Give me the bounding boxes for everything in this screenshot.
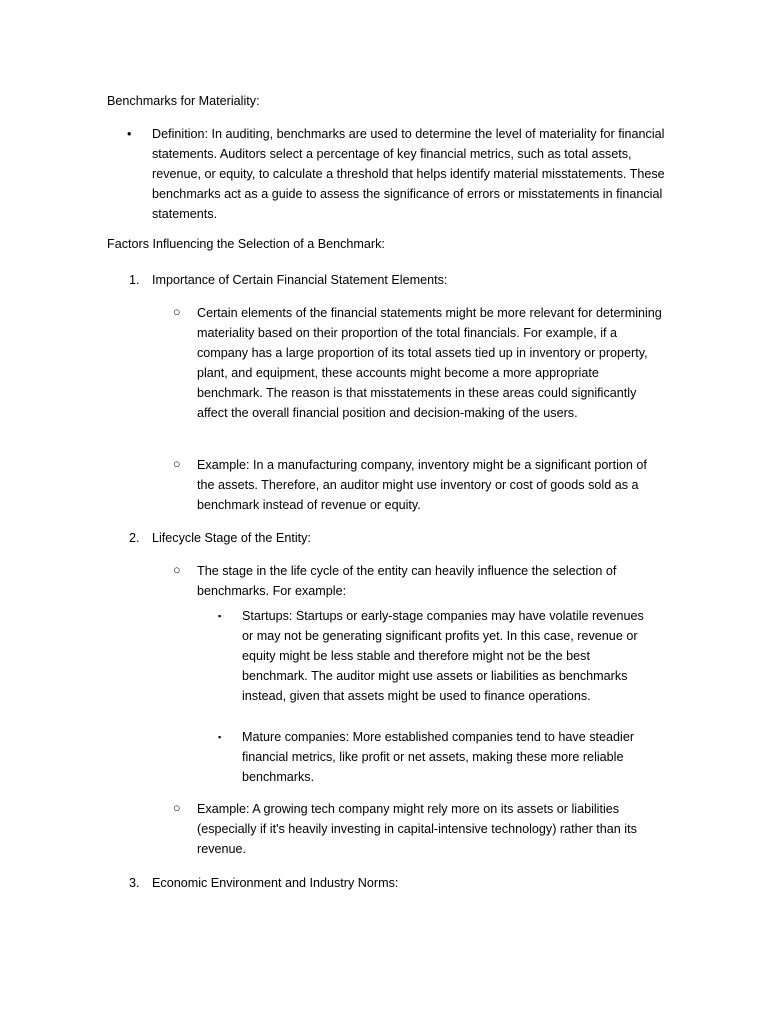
definition-text: Definition: In auditing, benchmarks are used to determine the level of materiality for financial statements. Auditors select a percentage of key financial metrics, such as total assets, revenue, or equity, to calculate a threshold that helps identify material misstatements. These benchmarks act as a guide to assess the significance of errors or misstatements in financial statements. <box>152 127 665 221</box>
factor-title: Importance of Certain Financial Statement Elements: <box>152 273 448 287</box>
subpoint-text: Example: A growing tech company might rely more on its assets or liabilities (especially if it's heavily investing in capital-intensive technology) rather than its revenue. <box>197 802 637 856</box>
heading-benchmarks: Benchmarks for Materiality: <box>107 94 260 108</box>
subpoint-text: The stage in the life cycle of the entity can heavily influence the selection of benchmarks. For example: <box>197 564 617 598</box>
subpoint-text: Example: In a manufacturing company, inventory might be a significant portion of the assets. Therefore, an auditor might use inventory or cost of goods sold as a benchmark instead of revenue or equity. <box>197 458 647 512</box>
circle-bullet: ○ <box>173 305 181 319</box>
bullet-marker: • <box>127 127 132 141</box>
factor-number: 3. <box>129 876 140 890</box>
startups-text: Startups: Startups or early-stage companies may have volatile revenues or may not be generating significant profits yet. In this case, revenue or equity might be less stable and therefore might not be the best benchmark. The auditor might use assets or liabilities as benchmarks instead, given that assets might be used to finance operations. <box>242 609 644 703</box>
mature-companies-text: Mature companies: More established companies tend to have steadier financial metrics, like profit or net assets, making these more reliable benchmarks. <box>242 730 635 784</box>
square-bullet: ▪ <box>218 732 222 742</box>
subpoint-text: Certain elements of the financial statements might be more relevant for determining materiality based on their proportion of the total financials. For example, if a company has a large proportion of its total assets tied up in inventory or property, plant, and equipment, these accounts might become a more appropriate benchmark. The reason is that misstatements in these areas could significantly affect the overall financial position and decision-making of the users. <box>197 306 662 420</box>
square-bullet: ▪ <box>218 611 222 621</box>
heading-factors: Factors Influencing the Selection of a Benchmark: <box>107 237 385 251</box>
circle-bullet: ○ <box>173 457 181 471</box>
factor-number: 2. <box>129 531 140 545</box>
circle-bullet: ○ <box>173 563 181 577</box>
factor-title: Lifecycle Stage of the Entity: <box>152 531 311 545</box>
factor-number: 1. <box>129 273 140 287</box>
circle-bullet: ○ <box>173 801 181 815</box>
factor-title: Economic Environment and Industry Norms: <box>152 876 399 890</box>
